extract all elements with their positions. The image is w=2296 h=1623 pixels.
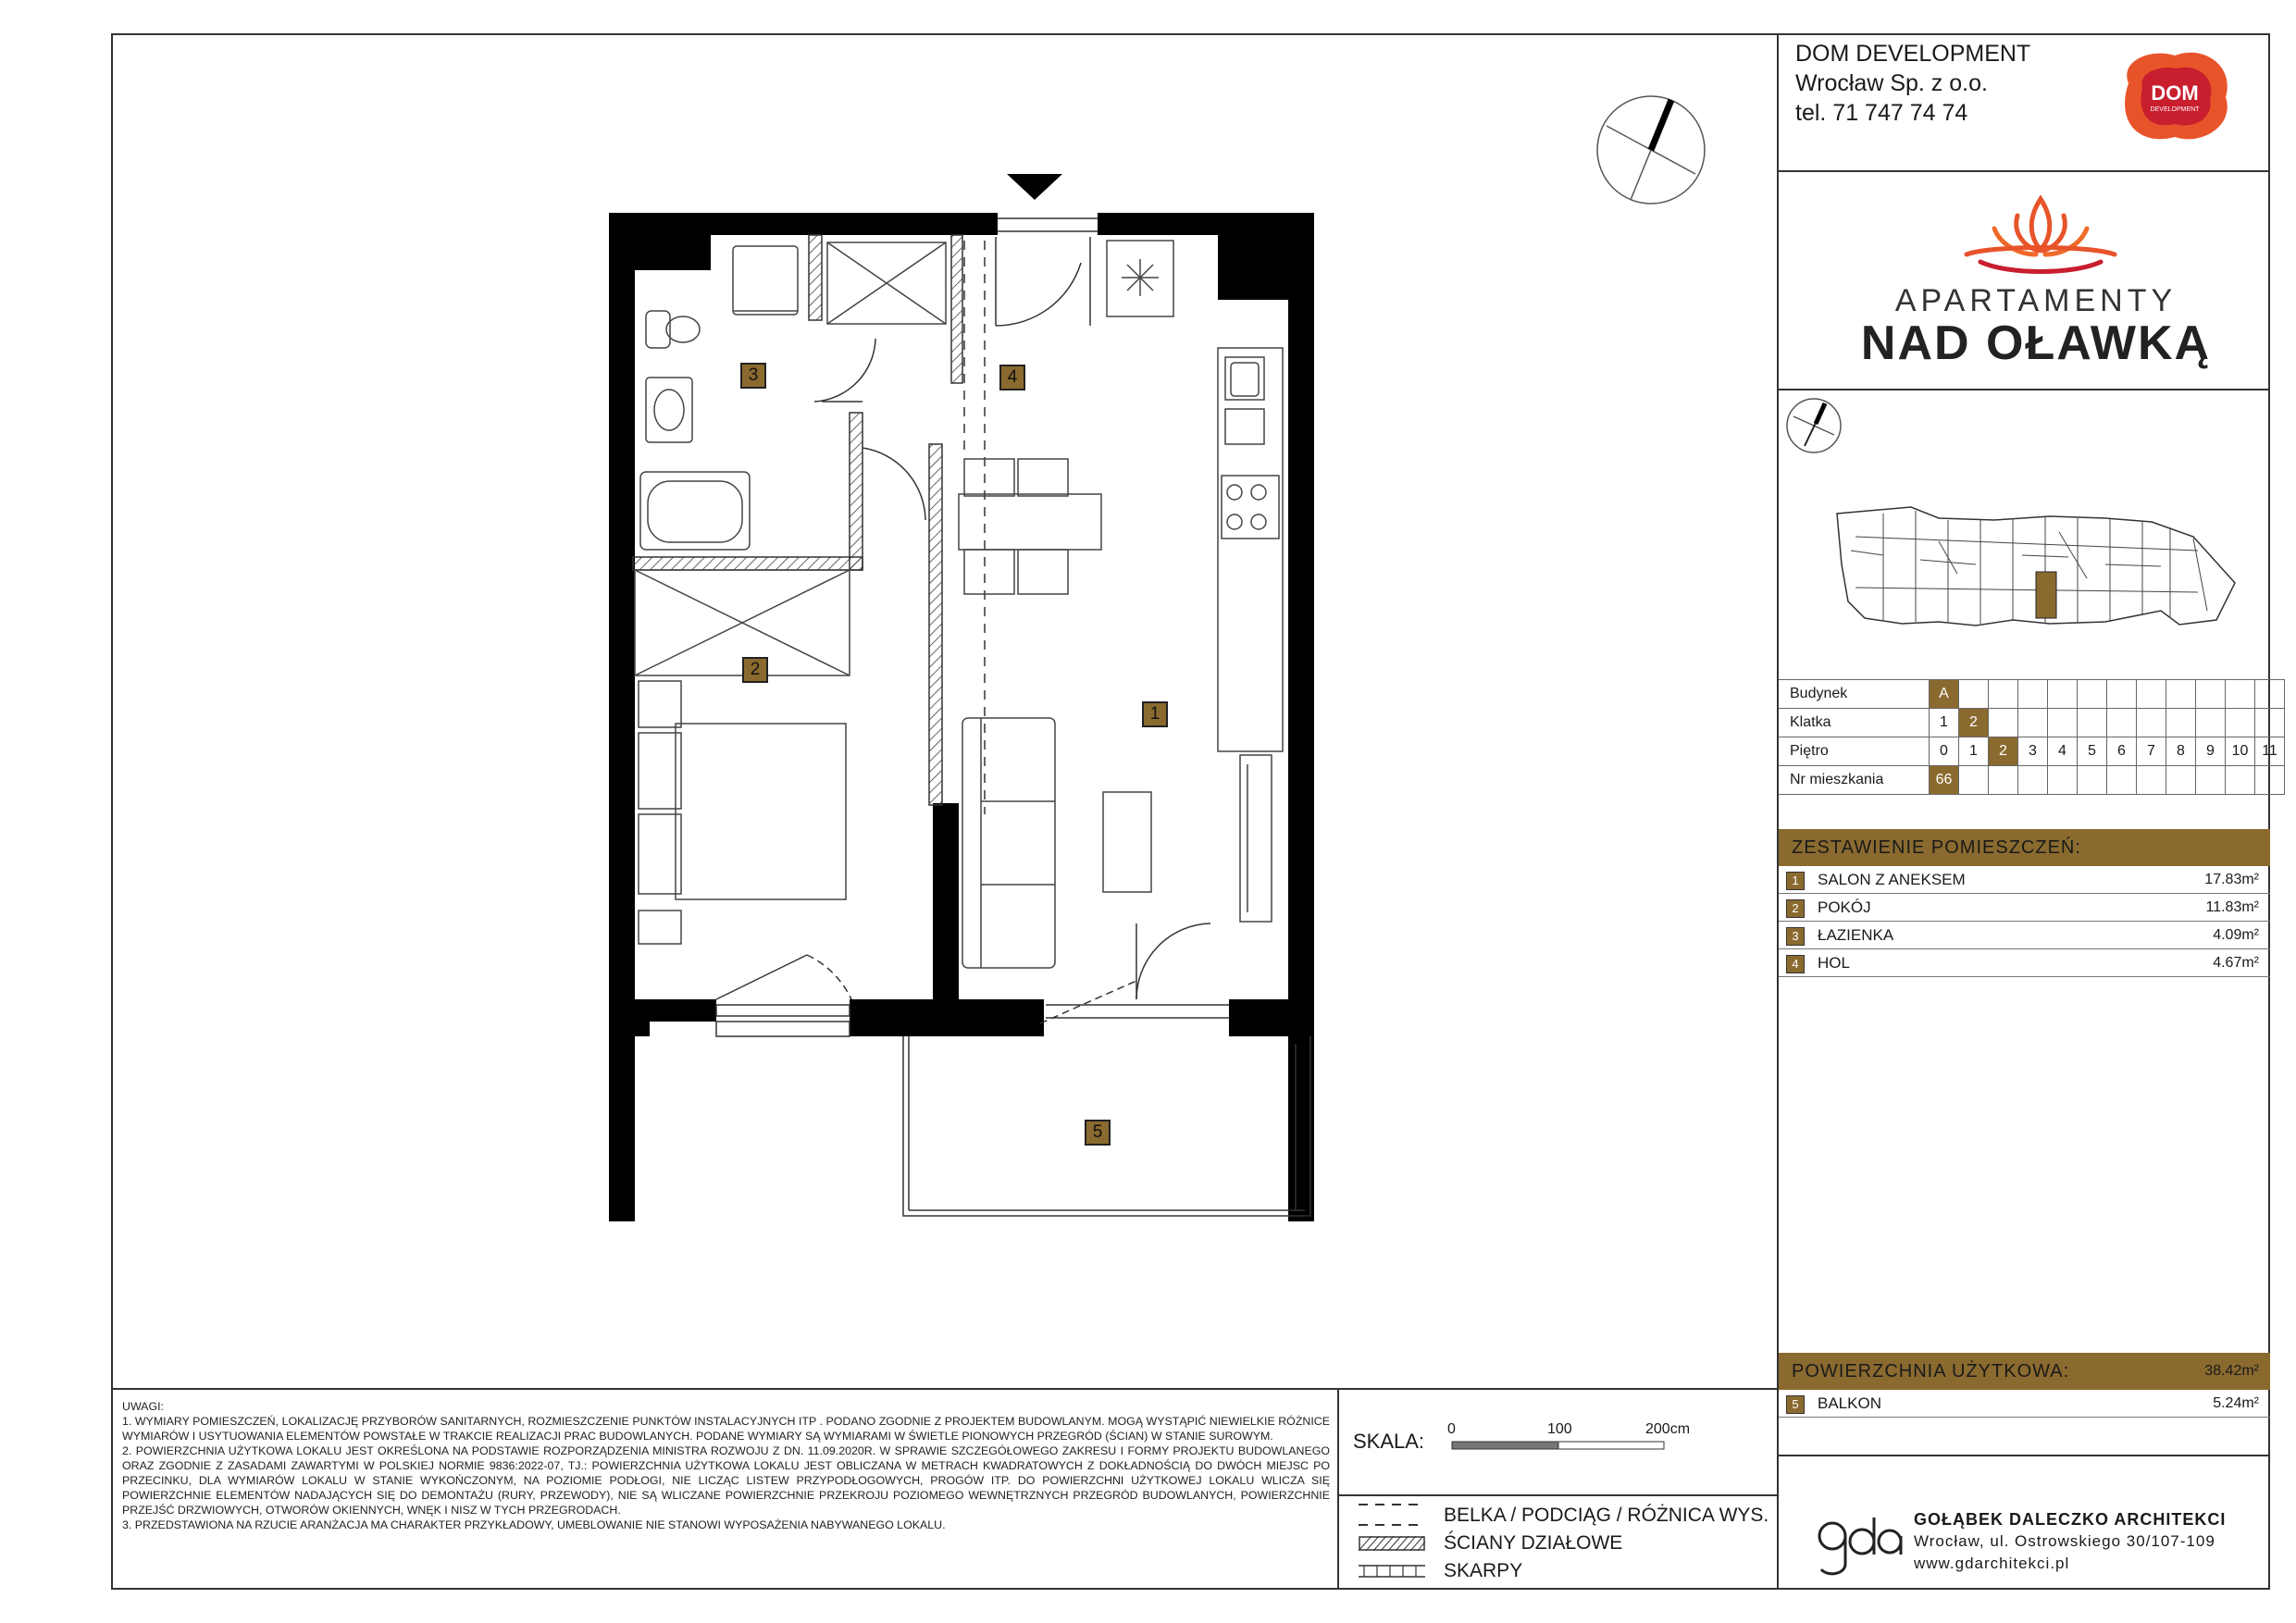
room-number-badge: 2 bbox=[1786, 899, 1805, 918]
apartment-option[interactable]: 66 bbox=[1930, 766, 1959, 795]
rooms-header: ZESTAWIENIE POMIESZCZEŃ: bbox=[1792, 837, 2081, 858]
room-area: 4.67m² bbox=[2213, 955, 2259, 971]
floor-option[interactable]: 0 bbox=[1930, 737, 1959, 766]
floor-plan bbox=[592, 167, 1314, 1231]
selector-row-staircase bbox=[1779, 709, 2285, 737]
floor-option[interactable]: 7 bbox=[2137, 737, 2166, 766]
architect-web: www.gdarchitekci.pl bbox=[1914, 1555, 2070, 1572]
room-row bbox=[1779, 949, 2270, 977]
logo-divider bbox=[1777, 389, 2270, 390]
room-name: ŁAZIENKA bbox=[1818, 926, 1894, 944]
note-item: 1. WYMIARY POMIESZCZEŃ, LOKALIZACJĘ PRZYBORÓW SANITARNYCH, ROZMIESZCZENIE PUNKTÓW INSTALACYJNYCH ITP . PODANO ZGODNIE Z PROJEKTEM BUDOWLANYM. MOGĄ WYSTĄPIĆ NIEWIELKIE RÓŻNICE WYMIARÓW I USYTUOWANIA ELEMENTÓW POWSTAŁE W TRAKCIE REALIZACJI PRAC BUDOWLANYCH. PODANE WYMIARY SĄ WYMIARAMI W ŚWIETLE PIONOWYCH PRZEGRÓD (ŚCIAN) W STANIE SUROWYM. bbox=[122, 1415, 1330, 1443]
room-area: 17.83m² bbox=[2204, 872, 2259, 887]
company-name: DOM DEVELOPMENT bbox=[1795, 41, 2031, 67]
scale-label: SKALA: bbox=[1353, 1430, 1425, 1453]
svg-text:DEVELOPMENT: DEVELOPMENT bbox=[2150, 106, 2200, 113]
usable-area-value: 38.42m² bbox=[2204, 1363, 2259, 1379]
rooms-header-band bbox=[1779, 829, 2270, 866]
usable-area-label: POWIERZCHNIA UŻYTKOWA: bbox=[1792, 1361, 2070, 1381]
room-row bbox=[1779, 894, 2270, 922]
company-info bbox=[1795, 39, 2030, 128]
lotus-logo bbox=[1962, 190, 2119, 278]
room-tag-4: 4 bbox=[999, 365, 1025, 390]
notes-divider bbox=[111, 1388, 1779, 1390]
floor-option[interactable]: 4 bbox=[2048, 737, 2078, 766]
apartment-label: Nr mieszkania bbox=[1779, 766, 1930, 795]
room-area: 5.24m² bbox=[2213, 1395, 2259, 1411]
company-branch: Wrocław Sp. z o.o. bbox=[1795, 70, 1988, 96]
dashed-line-icon bbox=[1359, 1501, 1425, 1529]
floor-option[interactable]: 2 bbox=[1989, 737, 2018, 766]
scale-tick: 0 bbox=[1447, 1421, 1456, 1437]
room-number-badge: 5 bbox=[1786, 1395, 1805, 1414]
staircase-option[interactable]: 2 bbox=[1959, 709, 1989, 737]
floor-option[interactable]: 10 bbox=[2226, 737, 2255, 766]
room-tag-5: 5 bbox=[1085, 1120, 1111, 1146]
room-number-badge: 3 bbox=[1786, 927, 1805, 946]
balcony-row bbox=[1779, 1390, 2270, 1418]
room-tag-2: 2 bbox=[742, 657, 768, 683]
window-sill-icon bbox=[1359, 1564, 1425, 1579]
room-area: 4.09m² bbox=[2213, 927, 2259, 943]
scale-tick: 100 bbox=[1547, 1421, 1572, 1437]
room-row bbox=[1779, 922, 2270, 949]
architect-address: Wrocław, ul. Ostrowskiego 30/107-109 bbox=[1914, 1532, 2215, 1550]
room-row bbox=[1779, 866, 2270, 894]
project-title-line1: APARTAMENTY bbox=[1894, 283, 2178, 318]
company-divider bbox=[1777, 170, 2270, 172]
dom-development-logo bbox=[2110, 46, 2240, 148]
north-arrow-icon bbox=[1594, 93, 1708, 207]
floor-option[interactable]: 1 bbox=[1959, 737, 1989, 766]
architect-logo bbox=[1816, 1499, 1904, 1582]
scale-bar bbox=[1451, 1440, 1666, 1451]
room-number-badge: 1 bbox=[1786, 872, 1805, 890]
room-area: 11.83m² bbox=[2205, 899, 2259, 915]
notes-right-divider bbox=[1337, 1388, 1339, 1590]
building-key-plan bbox=[1828, 500, 2244, 638]
building-label: Budynek bbox=[1779, 680, 1930, 709]
selector-row-floor bbox=[1779, 737, 2285, 766]
legend-label: SKARPY bbox=[1444, 1560, 1523, 1581]
room-name: SALON Z ANEKSEM bbox=[1818, 871, 1966, 888]
entrance-marker-icon bbox=[1007, 174, 1062, 200]
architect-divider bbox=[1777, 1455, 2270, 1456]
floor-label: Piętro bbox=[1779, 737, 1930, 766]
staircase-option[interactable]: 1 bbox=[1930, 709, 1959, 737]
legend-label: ŚCIANY DZIAŁOWE bbox=[1444, 1532, 1623, 1554]
room-number-badge: 4 bbox=[1786, 955, 1805, 973]
floor-option[interactable]: 11 bbox=[2255, 737, 2285, 766]
north-arrow-small-icon bbox=[1784, 396, 1843, 455]
staircase-label: Klatka bbox=[1779, 709, 1930, 737]
floor-option[interactable]: 8 bbox=[2166, 737, 2196, 766]
hatched-wall-icon bbox=[1359, 1536, 1425, 1551]
selector-row-apartment bbox=[1779, 766, 2285, 795]
scale-tick: 200cm bbox=[1645, 1421, 1691, 1437]
project-title-line2: NAD OŁAWKĄ bbox=[1860, 316, 2212, 370]
floor-option[interactable]: 5 bbox=[2078, 737, 2107, 766]
selector-row-building bbox=[1779, 680, 2285, 709]
svg-text:DOM: DOM bbox=[2151, 81, 2199, 105]
floor-option[interactable]: 3 bbox=[2018, 737, 2048, 766]
architect-name: GOŁĄBEK DALECZKO ARCHITEKCI bbox=[1914, 1510, 2227, 1529]
notes-heading: UWAGI: bbox=[122, 1400, 164, 1413]
room-tag-1: 1 bbox=[1142, 701, 1168, 727]
room-name: POKÓJ bbox=[1818, 898, 1871, 916]
note-item: 3. PRZEDSTAWIONA NA RZUCIE ARANŻACJA MA CHARAKTER PRZYKŁADOWY, UMEBLOWANIE NIE STANOWI WYPOSAŻENIA NABYWANEGO LOKALU. bbox=[122, 1518, 946, 1531]
project-title bbox=[1795, 283, 2277, 371]
apartment-selector-table bbox=[1779, 679, 2285, 795]
room-name: HOL bbox=[1818, 954, 1850, 972]
scale-divider bbox=[1337, 1494, 1779, 1496]
note-item: 2. POWIERZCHNIA UŻYTKOWA LOKALU JEST OKREŚLONA NA PODSTAWIE ROZPORZĄDZENIA MINISTRA ROZWOJU Z DN. 11.09.2020R. W SPRAWIE SZCZEGÓŁOWEGO ZAKRESU I FORMY PROJEKTU BUDOWLANEGO ORAZ ZGODNIE Z ZASADAMI ZAWARTYMI W POLSKIEJ NORMIE 9836:2022-07, TJ.: POWIERZCHNIA UŻYTKOWA LOKALU JEST OBLICZANA W METRACH KWADRATOWYCH Z DOKŁADNOŚCIĄ DO DWÓCH MIEJSC PO PRZECINKU, DLA WYMIARÓW LOKALU W STANIE WYKOŃCZONYM, NA POZIOMIE PODŁOGI, NIE LICZĄC LISTEW PRZYPODŁOGOWYCH, PROGÓW ITP. DO POWIERZCHNI UŻYTKOWEJ LOKALU WLICZA SIĘ POWIERZCHNIE ELEMENTÓW NADAJĄCYCH SIĘ DO DEMONTAŻU (RURY, PRZEWODY), NIE SĄ WLICZANE POWIERZCHNIE PRZEKROJU POZIOMEGO WEWNĘTRZNYCH PRZEGRÓD BUDOWLANYCH, POWIERZCHNIE PRZEJŚĆ DRZWIOWYCH, OTWORÓW OKIENNYCH, WNĘK I NISZ W TYCH PRZEGRODACH. bbox=[122, 1444, 1330, 1517]
floor-option[interactable]: 9 bbox=[2196, 737, 2226, 766]
building-option[interactable]: A bbox=[1930, 680, 1959, 709]
notes-block bbox=[122, 1399, 1330, 1532]
legend-label: BELKA / PODCIĄG / RÓŻNICA WYS. bbox=[1444, 1505, 1769, 1526]
usable-area-band bbox=[1779, 1353, 2270, 1390]
floor-option[interactable]: 6 bbox=[2107, 737, 2137, 766]
room-name: BALKON bbox=[1818, 1394, 1881, 1412]
room-tag-3: 3 bbox=[740, 363, 766, 389]
company-phone: tel. 71 747 74 74 bbox=[1795, 100, 1968, 126]
